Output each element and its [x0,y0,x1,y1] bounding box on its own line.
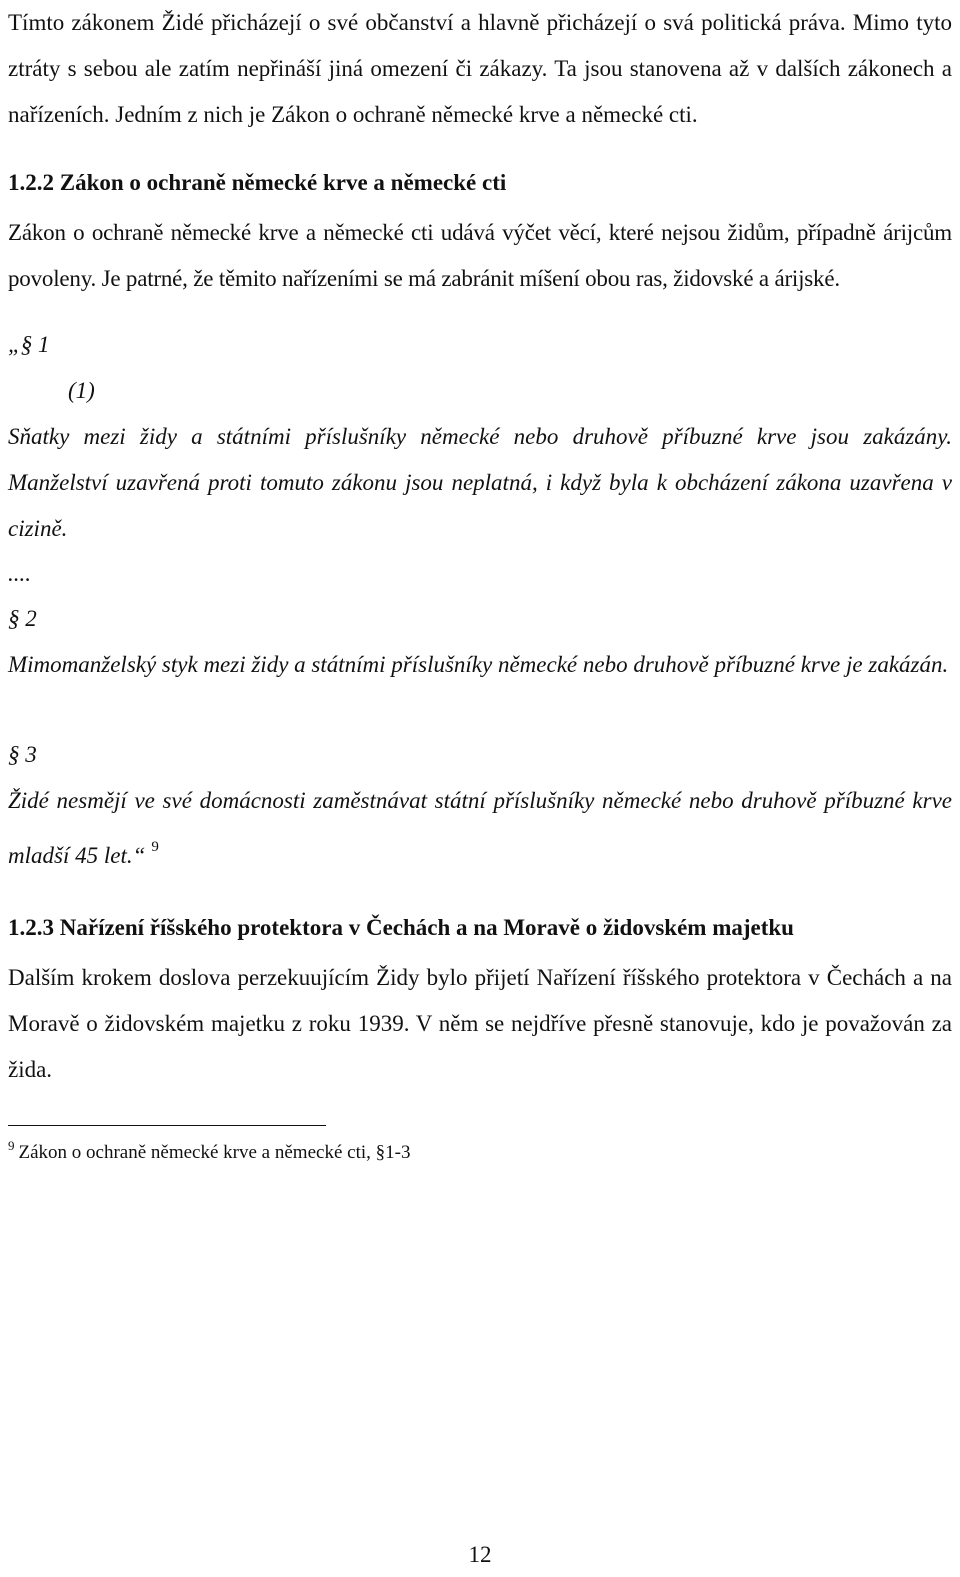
footnote-9 [8,1132,952,1167]
paragraph-3-text [8,778,952,879]
paragraph-2-text: Mimomanželský styk mezi židy a státními příslušníky německé nebo druhově příbuzné krve je zakázán. [8,652,949,677]
document-page [8,0,952,1167]
quote-ellipsis: .... [8,561,31,586]
subsection-mark-1: (1) [68,378,95,403]
section-1-2-2-paragraph: Zákon o ochraně německé krve a německé cti udává výčet věcí, které nejsou židům, případně árijcům povoleny. Je patrné, že těmito nařízeními se má zabránit míšení obou ras, židovské a árijské. [8,220,952,291]
page-number: 12 [468,1542,492,1567]
section-heading-1-2-2: 1.2.2 Zákon o ochraně německé krve a německé cti [8,170,507,195]
section-1-2-3-paragraph: Dalším krokem doslova perzekuujícím Židy bylo přijetí Nařízení říšského protektora v Čechách a na Moravě o židovském majetku z roku 1939. V něm se nejdříve přesně stanovuje, kdo je považován za žida. [8,965,952,1082]
paragraph-mark-1: „§ 1 [8,332,50,357]
footnote-text: Zákon o ochraně německé krve a německé cti, §1-3 [18,1142,411,1163]
intro-paragraph: Tímto zákonem Židé přicházejí o své občanství a hlavně přicházejí o svá politická práva. Mimo tyto ztráty s sebou ale zatím nepřináší jiná omezení či zákazy. Ta jsou stanovena až v dalších zákonech a nařízeních. Jedním z nich je Zákon o ochraně německé krve a německé cti. [8,10,952,127]
footnote-number: 9 [8,1138,15,1153]
footnote-separator [8,1125,326,1126]
law-quote [8,322,952,879]
paragraph-1-text: Sňatky mezi židy a státními příslušníky německé nebo druhově příbuzné krve jsou zakázány. Manželství uzavřená proti tomuto zákonu jsou neplatná, i když byla k obcházení zákona uzavřena v cizině. [8,424,952,541]
paragraph-mark-2: § 2 [8,606,37,631]
paragraph-mark-3: § 3 [8,742,37,767]
paragraph-3-body: Židé nesmějí ve své domácnosti zaměstnávat státní příslušníky německé nebo druhově příbuzné krve mladší 45 let.“ [8,788,952,868]
footnote-reference[interactable]: 9 [151,839,159,855]
section-heading-1-2-3: 1.2.3 Nařízení říšského protektora v Čechách a na Moravě o židovském majetku [8,915,794,940]
